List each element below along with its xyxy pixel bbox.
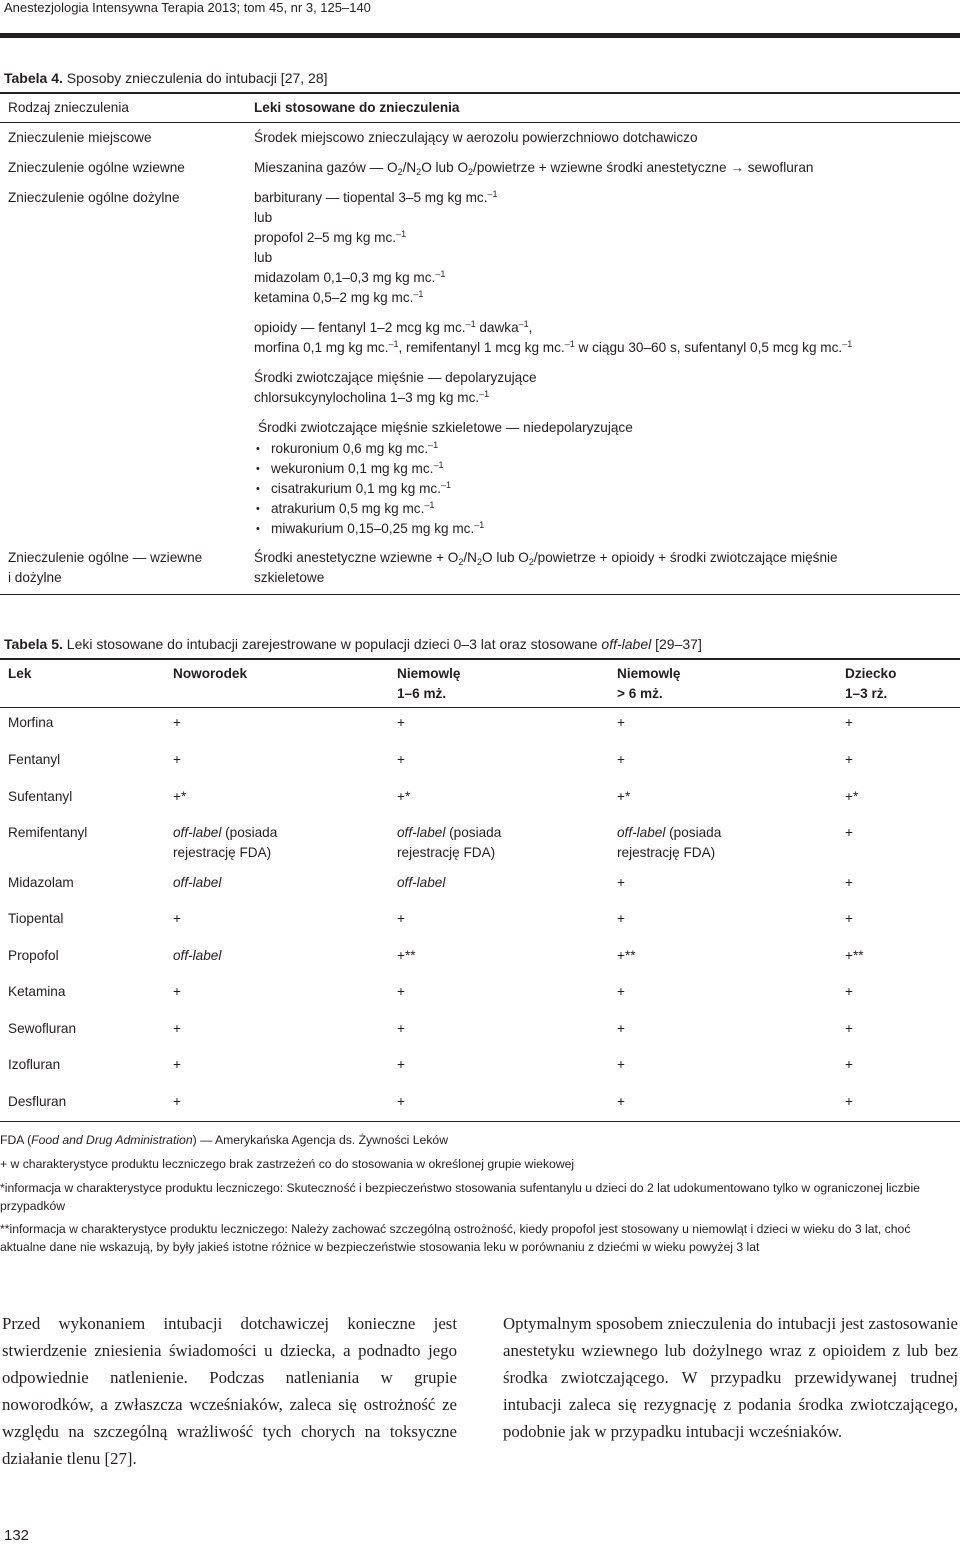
table-cell: off-label (posiada — [617, 825, 722, 840]
table-cell: + — [617, 1021, 625, 1036]
table-cell: + — [397, 1021, 405, 1036]
table5-caption: Tabela 5. Leki stosowane do intubacji zarejestrowane w populacji dzieci 0–3 lat oraz stosowane off-label [29–37] — [4, 636, 702, 652]
table-row: Fentanyl — [8, 752, 61, 767]
list-item: • atrakurium 0,5 mg kg mc.$^{-1}$ — [254, 499, 484, 519]
table-cell: +** — [617, 948, 636, 963]
table-cell: + — [397, 984, 405, 999]
table-cell: + — [845, 911, 853, 926]
table4-row3-l2: lub — [254, 210, 273, 225]
table-cell: +* — [173, 789, 187, 804]
table4-row4-type-l2: i dożylne — [8, 570, 62, 585]
table-cell: + — [845, 1094, 853, 1109]
table4-bottom-rule — [0, 594, 960, 595]
table-row: Propofol — [8, 948, 59, 963]
table4-row4-type-l1: Znieczulenie ogólne — wziewne — [8, 550, 203, 565]
table-cell: + — [173, 1021, 181, 1036]
table-cell: + — [397, 1094, 405, 1109]
table-cell: + — [173, 1057, 181, 1072]
table5-top-rule — [0, 658, 960, 660]
list-item: • rokuronium 0,6 mg kg mc.$^{-1}$ — [254, 439, 484, 459]
table-cell: + — [845, 1021, 853, 1036]
table4-depol-head: Środki zwiotczające mięśnie — depolaryzujące — [254, 370, 537, 385]
table-cell: +* — [845, 789, 859, 804]
body-left-column: Przed wykonaniem intubacji dotchawiczej konieczne jest stwierdzenie zniesienia świadomości u dziecka, a podnadto jego odpowiednie natlenienie. Podczas natleniania w grupie noworodków, a zwłaszcza wcześniaków, zaleca się ostrożność ze względu na szczególną wrażliwość tych chorych na toksyczne działanie tlenu [27]. — [2, 1314, 457, 1468]
table5-col-dziecko-age: 1–3 rż. — [845, 686, 888, 701]
table-cell: + — [173, 911, 181, 926]
page-number: 132 — [4, 1527, 30, 1544]
table4-row1-drugs: Środek miejscowo znieczulający w aerozolu powierzchniowo dotchawiczo — [254, 130, 698, 145]
table4-row3-l1: barbiturany — tiopental 3–5 mg kg mc.$^{-1}$ — [254, 189, 498, 205]
table-row: Tiopental — [8, 911, 64, 926]
table-row: Morfina — [8, 715, 54, 730]
table-cell: + — [397, 715, 405, 730]
table4-row3-l4: lub — [254, 250, 273, 265]
table-cell: + — [617, 1057, 625, 1072]
table4-opioids-line1: opioidy — fentanyl 1–2 mcg kg mc.$^{-1}$ dawka$^{-1}$, — [254, 319, 533, 335]
table5-col-niemowle-2: Niemowlę — [617, 666, 681, 681]
note-plus: + w charakterystyce produktu leczniczego brak zastrzeżeń co do stosowania w określonej grupie wiekowej — [0, 1157, 575, 1171]
table-row: Midazolam — [8, 875, 74, 890]
table-cell: + — [845, 715, 853, 730]
table-cell: + — [397, 911, 405, 926]
table4-row4-drugs: Środki anestetyczne wziewne + $O_2/N_2O$ lub $O_2$/powietrze + opioidy + środki zwiotczające mięśnie — [254, 550, 838, 567]
table-cell: + — [617, 911, 625, 926]
table-cell: + — [845, 984, 853, 999]
table5-bottom-rule — [0, 1121, 960, 1122]
list-item: • miwakurium 0,15–0,25 mg kg mc.$^{-1}$ — [254, 519, 484, 539]
table-cell: +** — [397, 948, 416, 963]
table-cell: off-label (posiada — [397, 825, 502, 840]
table4-nondepol-list — [254, 439, 484, 539]
table5-col-dziecko: Dziecko — [845, 666, 897, 681]
table5-col-lek: Lek — [8, 666, 32, 681]
table5-label: Tabela 5. — [4, 636, 63, 652]
table-cell: off-label — [397, 875, 446, 890]
table4-depol-drug: chlorsukcynylocholina 1–3 mg kg mc.$^{-1}$ — [254, 389, 490, 405]
table4-opioids-line2: morfina 0,1 mg kg mc.$^{-1}$, remifentanyl 1 mcg kg mc.$^{-1}$ w ciągu 30–60 s, sufentanyl 0,5 mcg kg mc.$^{-1}$ — [254, 339, 853, 355]
table4-nondepol-head: Środki zwiotczające mięśnie szkieletowe — niedepolaryzujące — [258, 420, 633, 435]
header-rule — [0, 33, 960, 38]
table4-title: Sposoby znieczulenia do intubacji [27, 28] — [62, 70, 328, 86]
table5-col-niemowle-1-age: 1–6 mż. — [397, 686, 447, 701]
table5-col-niemowle-2-age: > 6 mż. — [617, 686, 663, 701]
table-cell: + — [845, 1057, 853, 1072]
table-cell: off-label — [173, 875, 222, 890]
table-cell: + — [173, 984, 181, 999]
table4-header-rule — [0, 122, 960, 123]
table-row: Ketamina — [8, 984, 66, 999]
note-star: *informacja w charakterystyce produktu leczniczego: Skuteczność i bezpieczeństwo stosowania sufentanylu u dzieci do 2 lat udokumentowano tylko w ograniczonej liczbie przypadków — [0, 1181, 920, 1213]
table-cell: +* — [617, 789, 631, 804]
table4-row3-l6: ketamina 0,5–2 mg kg mc.$^{-1}$ — [254, 289, 424, 305]
table-row: Desfluran — [8, 1094, 67, 1109]
table-cell: rejestrację FDA) — [617, 845, 716, 860]
table5-col-noworodek: Noworodek — [173, 666, 248, 681]
table-cell: + — [173, 752, 181, 767]
table-row: Sewofluran — [8, 1021, 77, 1036]
table-cell: off-label — [173, 948, 222, 963]
table5-header-rule — [0, 707, 960, 708]
table-cell: + — [845, 875, 853, 890]
table4-row3-l3: propofol 2–5 mg kg mc.$^{-1}$ — [254, 229, 407, 245]
table-cell: + — [617, 715, 625, 730]
table-cell: +** — [845, 948, 864, 963]
table4-caption — [4, 70, 328, 86]
table4-row4-drugs-l2: szkieletowe — [254, 570, 325, 585]
table-row: Izofluran — [8, 1057, 61, 1072]
table5-col-niemowle-1: Niemowlę — [397, 666, 461, 681]
list-item: • cisatrakurium 0,1 mg kg mc.$^{-1}$ — [254, 479, 484, 499]
table-cell: + — [617, 875, 625, 890]
table-cell: rejestrację FDA) — [397, 845, 496, 860]
table4-row2-type: Znieczulenie ogólne wziewne — [8, 160, 185, 175]
table-cell: + — [845, 825, 853, 840]
table-cell: + — [397, 1057, 405, 1072]
table4-row1-type: Znieczulenie miejscowe — [8, 130, 152, 145]
table4-top-rule — [0, 92, 960, 94]
table4-label: Tabela 4. — [4, 70, 63, 86]
table-cell: + — [173, 1094, 181, 1109]
note-fda: FDA (Food and Drug Administration) — Amerykańska Agencja ds. Żywności Leków — [0, 1133, 448, 1147]
table-cell: + — [173, 715, 181, 730]
table-cell: + — [845, 752, 853, 767]
table-cell: + — [397, 752, 405, 767]
table4-row3-type: Znieczulenie ogólne dożylne — [8, 190, 180, 205]
arrow-right-icon: → — [730, 160, 744, 175]
table-cell: + — [617, 984, 625, 999]
table-cell: +* — [397, 789, 411, 804]
list-item: • wekuronium 0,1 mg kg mc.$^{-1}$ — [254, 459, 484, 479]
table4-row3-l5: midazolam 0,1–0,3 mg kg mc.$^{-1}$ — [254, 269, 446, 285]
body-right-column: Optymalnym sposobem znieczulenia do intubacji jest zastosowanie anestetyku wziewnego lub dożylnego wraz z opioidem z lub bez środka zwiotczającego. W przypadku przewidywanej trudnej intubacji zaleca się rezygnację z podania środka zwiotczającego, podobnie jak w przypadku intubacji wcześniaków. — [503, 1314, 958, 1441]
table4-col2-header: Leki stosowane do znieczulenia — [254, 100, 460, 115]
table-cell: + — [617, 1094, 625, 1109]
table-row: Sufentanyl — [8, 789, 73, 804]
table-row: Remifentanyl — [8, 825, 88, 840]
table4-row2-drugs: Mieszanina gazów — $O_2/N_2O$ lub $O_2$/powietrze + wziewne środki anestetyczne → sewofluran — [254, 160, 814, 177]
running-head: Anestezjologia Intensywna Terapia 2013; tom 45, nr 3, 125–140 — [4, 0, 371, 15]
note-double-star: **informacja w charakterystyce produktu leczniczego: Należy zachować szczególną ostrożność, kiedy propofol jest stosowany u niemowląt i dzieci w wieku do 3 lat, choć aktualne dane nie wskazują, by były jakieś istotne różnice w bezpieczeństwie stosowania leku w porównaniu z dziećmi w wieku powyżej 3 lat — [0, 1222, 911, 1254]
table-cell: rejestrację FDA) — [173, 845, 272, 860]
table-cell: off-label (posiada — [173, 825, 278, 840]
table-cell: + — [617, 752, 625, 767]
table4-col1-header: Rodzaj znieczulenia — [8, 100, 129, 115]
